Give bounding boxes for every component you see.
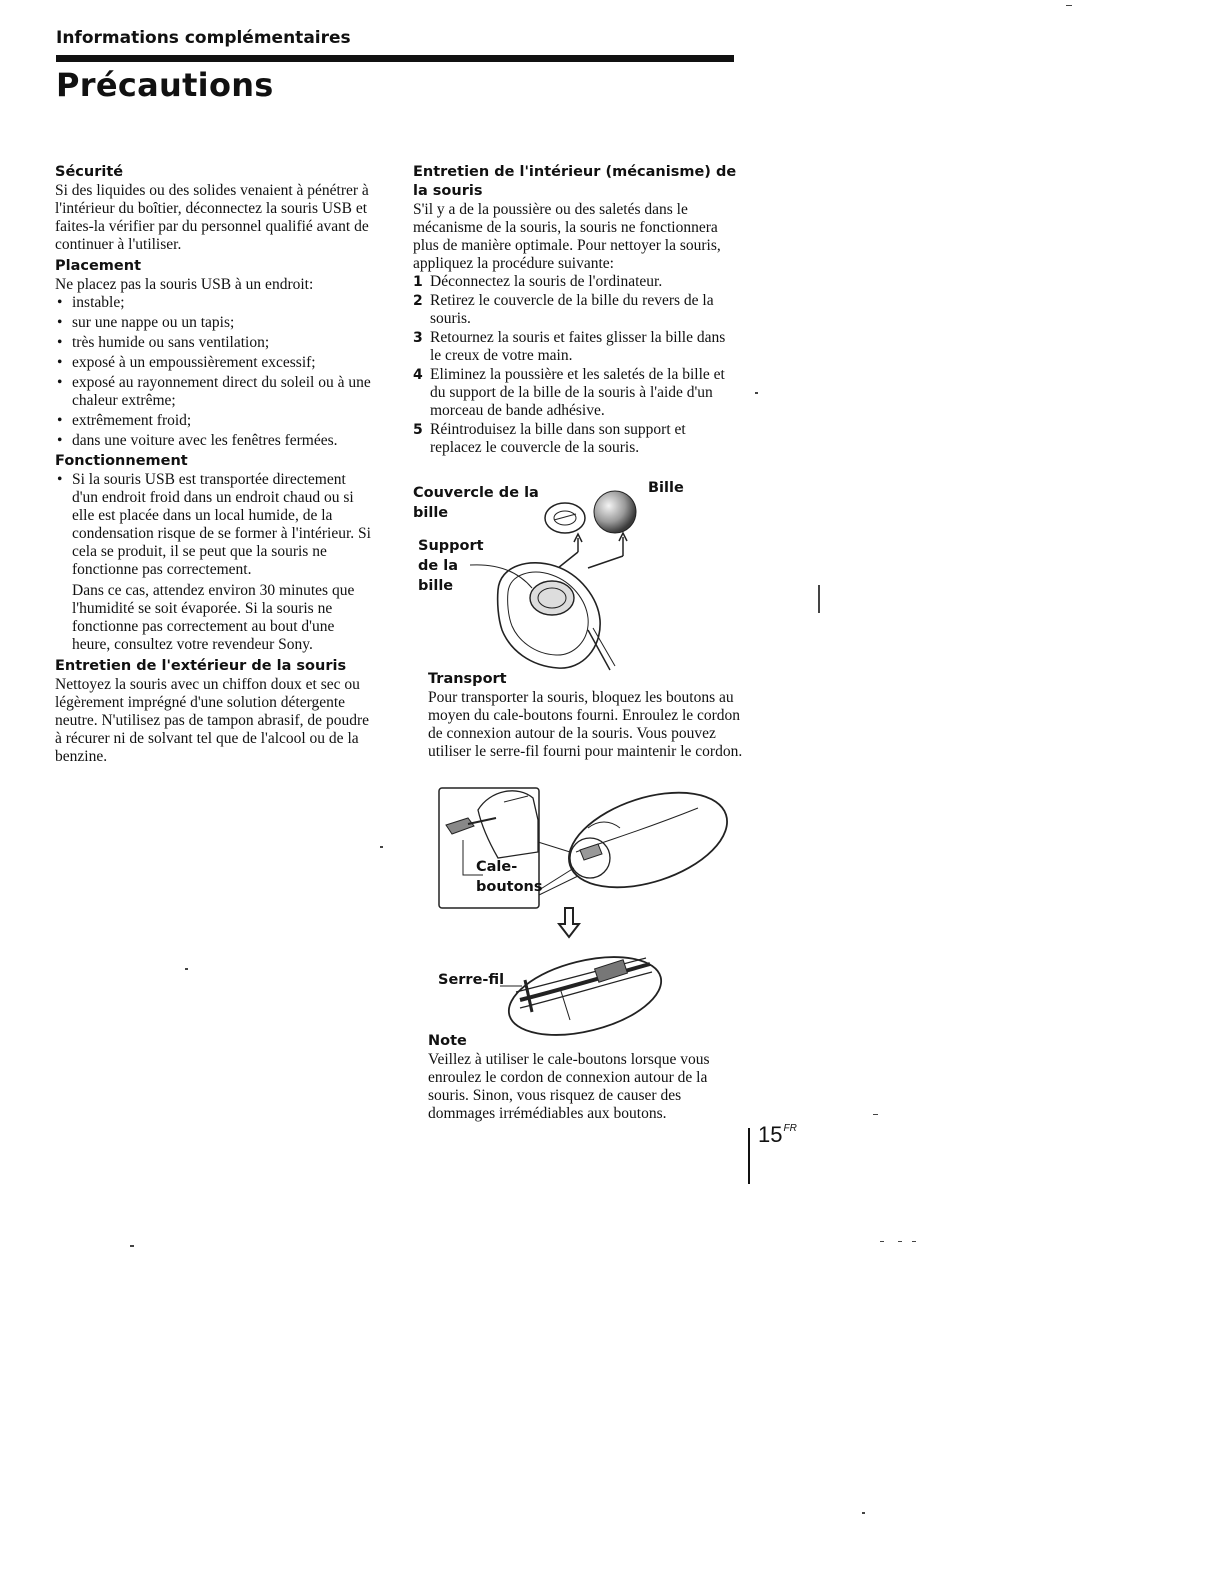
entretien-interieur-heading: Entretien de l'intérieur (mécanisme) de la souris xyxy=(413,164,737,199)
scan-mark xyxy=(380,846,383,848)
transport-section xyxy=(428,670,743,761)
note-text: Veillez à utiliser le cale-boutons lorsque vous enroulez le cordon de connexion autour de la souris. Sinon, vous risquez de causer des dommages irrémédiables aux boutons. xyxy=(428,1051,710,1122)
cale-label-line2: boutons xyxy=(476,879,543,895)
ball-cover xyxy=(545,503,585,533)
page-number-suffix: FR xyxy=(783,1123,797,1134)
cleaning-steps xyxy=(401,273,736,457)
list-item: • Si la souris USB est transportée directement d'un endroit froid dans un endroit chaud ou si elle est placée dans un local humide, de la condensation risque de se former à l'intérieur. Si cela se produit, il se peut que la souris ne fonctionne pas correctement. xyxy=(55,471,373,579)
step-number: 4 xyxy=(413,367,423,383)
support-label-line1: Support xyxy=(418,538,484,554)
page-number-bar xyxy=(748,1128,750,1184)
cover-label-line2: bille xyxy=(413,505,449,521)
figure-label-cale xyxy=(476,857,543,897)
scan-mark xyxy=(818,585,820,613)
down-arrow-icon xyxy=(557,906,581,940)
step-number: 5 xyxy=(413,422,423,438)
cale-label-line1: Cale- xyxy=(476,859,518,875)
scan-mark xyxy=(912,1241,916,1242)
list-item xyxy=(401,329,736,365)
scan-mark xyxy=(880,1241,884,1242)
step-text: Réintroduisez la bille dans son support et replacez le couvercle de la souris. xyxy=(430,421,686,456)
step-text: Déconnectez la souris de l'ordinateur. xyxy=(430,273,663,290)
list-item: • sur une nappe ou un tapis; xyxy=(55,314,373,332)
entretien-exterieur-heading: Entretien de l'extérieur de la souris xyxy=(55,658,347,674)
scan-mark xyxy=(898,1241,902,1242)
scan-mark xyxy=(1066,5,1072,6)
entretien-interieur-intro: S'il y a de la poussière ou des saletés dans le mécanisme de la souris, la souris ne fonctionnera plus de manière optimale. Pour nettoyer la souris, appliquez la procédure suivante: xyxy=(413,201,721,272)
page-number-value: 15 xyxy=(758,1122,783,1147)
list-item: • extrêmement froid; xyxy=(55,412,373,430)
placement-heading: Placement xyxy=(55,258,142,274)
header-rule xyxy=(56,55,734,62)
fonctionnement-followup: Dans ce cas, attendez environ 30 minutes que l'humidité se soit évaporée. Si la souris ne fonctionne pas correctement au bout d'une heure, consultez votre revendeur Sony. xyxy=(72,582,355,653)
section-label: Informations complémentaires xyxy=(56,28,351,48)
scan-mark xyxy=(755,392,758,394)
transport-text: Pour transporter la souris, bloquez les boutons au moyen du cale-boutons fourni. Enroulez le cordon de connexion autour de la souris. Vous pouvez utiliser le serre-fil fourni pour maintenir le cordon. xyxy=(428,689,743,760)
step-text: Retournez la souris et faites glisser la bille dans le creux de votre main. xyxy=(430,329,726,364)
scan-mark xyxy=(873,1114,878,1115)
list-item: • très humide ou sans ventilation; xyxy=(55,334,373,352)
step-number: 3 xyxy=(413,330,423,346)
left-column xyxy=(55,163,373,766)
figure-label-ball: Bille xyxy=(648,480,684,496)
entretien-exterieur-text: Nettoyez la souris avec un chiffon doux et sec ou légèrement imprégné d'une solution détergente neutre. N'utilisez pas de tampon abrasif, de poudre à récurer ni de solvant tel que de l'alcool ou de la benzine. xyxy=(55,676,369,765)
note-heading: Note xyxy=(428,1033,467,1049)
placement-intro: Ne placez pas la souris USB à un endroit: xyxy=(55,276,314,293)
step-text: Retirez le couvercle de la bille du revers de la souris. xyxy=(430,292,714,327)
scan-mark xyxy=(130,1245,134,1247)
page-title: Précautions xyxy=(56,66,274,104)
list-item: • exposé à un empoussièrement excessif; xyxy=(55,354,373,372)
ball xyxy=(594,491,636,533)
list-item xyxy=(401,421,736,457)
page-number xyxy=(758,1122,797,1148)
support-label-line2: de la xyxy=(418,558,459,574)
support-label-line3: bille xyxy=(418,578,454,594)
fonctionnement-heading: Fonctionnement xyxy=(55,453,188,469)
list-item xyxy=(401,366,736,420)
step-number: 2 xyxy=(413,293,423,309)
scan-mark xyxy=(862,1512,865,1514)
list-item xyxy=(401,292,736,328)
list-item xyxy=(401,273,736,291)
step-number: 1 xyxy=(413,274,423,290)
placement-list xyxy=(55,294,373,450)
list-item: • exposé au rayonnement direct du soleil ou à une chaleur extrême; xyxy=(55,374,373,410)
securite-text: Si des liquides ou des solides venaient à pénétrer à l'intérieur du boîtier, déconnectez la souris USB et faites-la vérifier par du personnel qualifié avant de continuer à l'utiliser. xyxy=(55,182,369,253)
transport-heading: Transport xyxy=(428,671,507,687)
note-section xyxy=(428,1032,738,1123)
cable-clip-illustration xyxy=(500,950,670,1040)
right-column xyxy=(413,163,743,458)
cover-label-line1: Couvercle de la xyxy=(413,485,539,501)
securite-heading: Sécurité xyxy=(55,164,124,180)
mouse-ball-illustration xyxy=(470,480,650,675)
fonctionnement-list xyxy=(55,471,373,579)
scan-mark xyxy=(185,968,188,970)
step-text: Eliminez la poussière et les saletés de la bille et du support de la bille de la souris à l'aide d'un morceau de bande adhésive. xyxy=(430,366,725,419)
list-item: • instable; xyxy=(55,294,373,312)
figure-label-serre: Serre-fil xyxy=(438,972,505,988)
list-item: • dans une voiture avec les fenêtres fermées. xyxy=(55,432,373,450)
